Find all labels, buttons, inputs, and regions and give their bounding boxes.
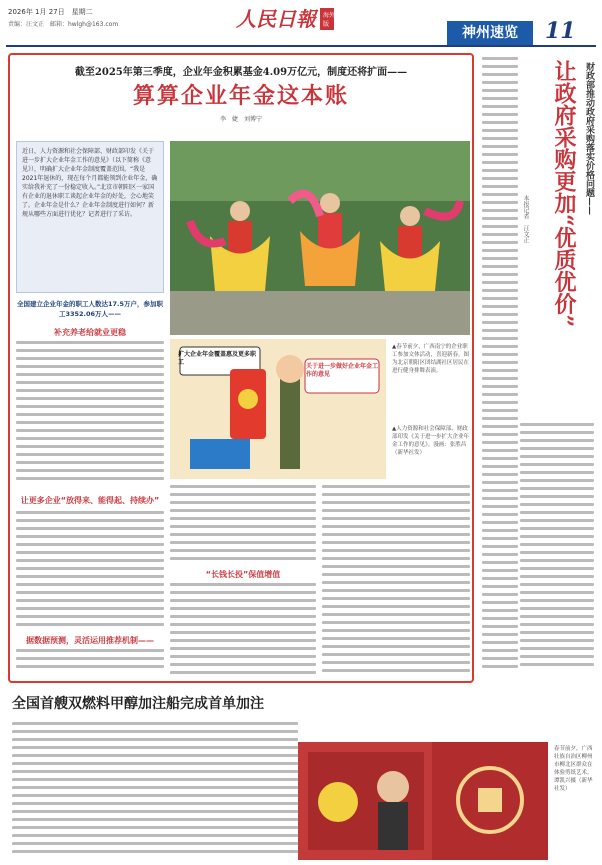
feature-kicker: 截至2025年第三季度，企业年金积累基金4.09万亿元，制度还将扩面—— [74, 67, 408, 78]
page-number: 11 [545, 18, 576, 44]
body-text-col1c [16, 649, 164, 679]
masthead-rule [6, 45, 596, 47]
right-kicker: 财政部推动政府采购落实价格问题—— [584, 62, 594, 215]
bottom-headline[interactable]: 全国首艘双燃料甲醇加注船完成首单加注 [12, 696, 264, 712]
body-text-col2b [170, 583, 316, 679]
editor-line: 责编：汪文正 邮箱：hwlgh@163.com [8, 21, 119, 28]
comic-caption: ▲人力资源和社会保障部、财政部印发《关于进一步扩大企业年金工作的意见》。漫画：张胜昌（新华社发） [392, 426, 470, 456]
body-text-col3 [322, 485, 470, 679]
paper-cutting-photo [298, 742, 434, 860]
subhead-3: 据数据预测，灵活运用推荐机制—— [26, 636, 154, 645]
body-text-col2a [170, 485, 316, 565]
right-headline[interactable]: 让政府采购更加“优质优价” [551, 60, 577, 328]
feature-headline[interactable]: 算算企业年金这本账 [132, 83, 349, 109]
subhead-4: “长钱长投”保值增值 [205, 570, 281, 579]
svg-text:人民日報: 人民日報 [236, 7, 316, 31]
right-byline: 本报记者 汪文正 [522, 195, 529, 243]
issue-date: 2026年 1月 27日 星期二 [8, 8, 93, 16]
masthead [0, 0, 602, 50]
subhead-1: 补充养老给就业更稳 [54, 328, 126, 337]
subhead-2: 让更多企业“放得来、能得起、持续办” [20, 496, 160, 505]
photo-caption: ▲春节前夕，广西南宁的企业职工参加文体活动，喜迎新春。图为北京朝阳区团结湖社区居民在进行健身排舞表演。 [392, 344, 470, 374]
comic-bubble: 关于进一步做好企业年金工作的意见 [306, 363, 379, 378]
feature-article[interactable] [8, 53, 474, 683]
body-text-col1a [16, 341, 164, 491]
right-body-text-2 [520, 423, 594, 677]
newspaper-logo [228, 0, 348, 36]
bottom-caption: 春节前夕，广西壮族自治区柳州市柳北区群众在体验剪纸艺术。谭凯兴摄（新华社发） [554, 746, 593, 792]
comic-title: 扩大企业年金覆盖惠及更多职工 [178, 351, 257, 366]
paper-cutting-artwork [432, 742, 548, 860]
section-title: 神州速览 [447, 21, 533, 45]
body-text-col1b [16, 511, 164, 631]
right-body-text [482, 57, 518, 677]
dance-photo [170, 141, 470, 335]
feature-byline: 李 婕 刘博宁 [219, 116, 262, 123]
svg-text:版: 版 [323, 21, 330, 28]
feature-stat: 全国建立企业年金的职工人数达17.5万户，参加职工3352.06万人—— [16, 300, 164, 318]
feature-lead: 近日，人力资源和社会保障部、财政部印发《关于进一步扩大企业年金工作的意见》（以下简称《意见》），明确扩大企业年金制度覆盖范围。“我是2021年退休的，现在每个月都能领到企业年金，确实给我补充了一份稳定收入。”北京市朝阳区一家国有企业的退休职工谈起企业年金的好处，会心地笑了。企业年金是什么？企业年金制度进行如何？新规从哪些方面进行优化？记者进行了采访。 [16, 141, 164, 293]
bottom-body-text [12, 722, 298, 858]
svg-text:海外: 海外 [323, 12, 336, 19]
